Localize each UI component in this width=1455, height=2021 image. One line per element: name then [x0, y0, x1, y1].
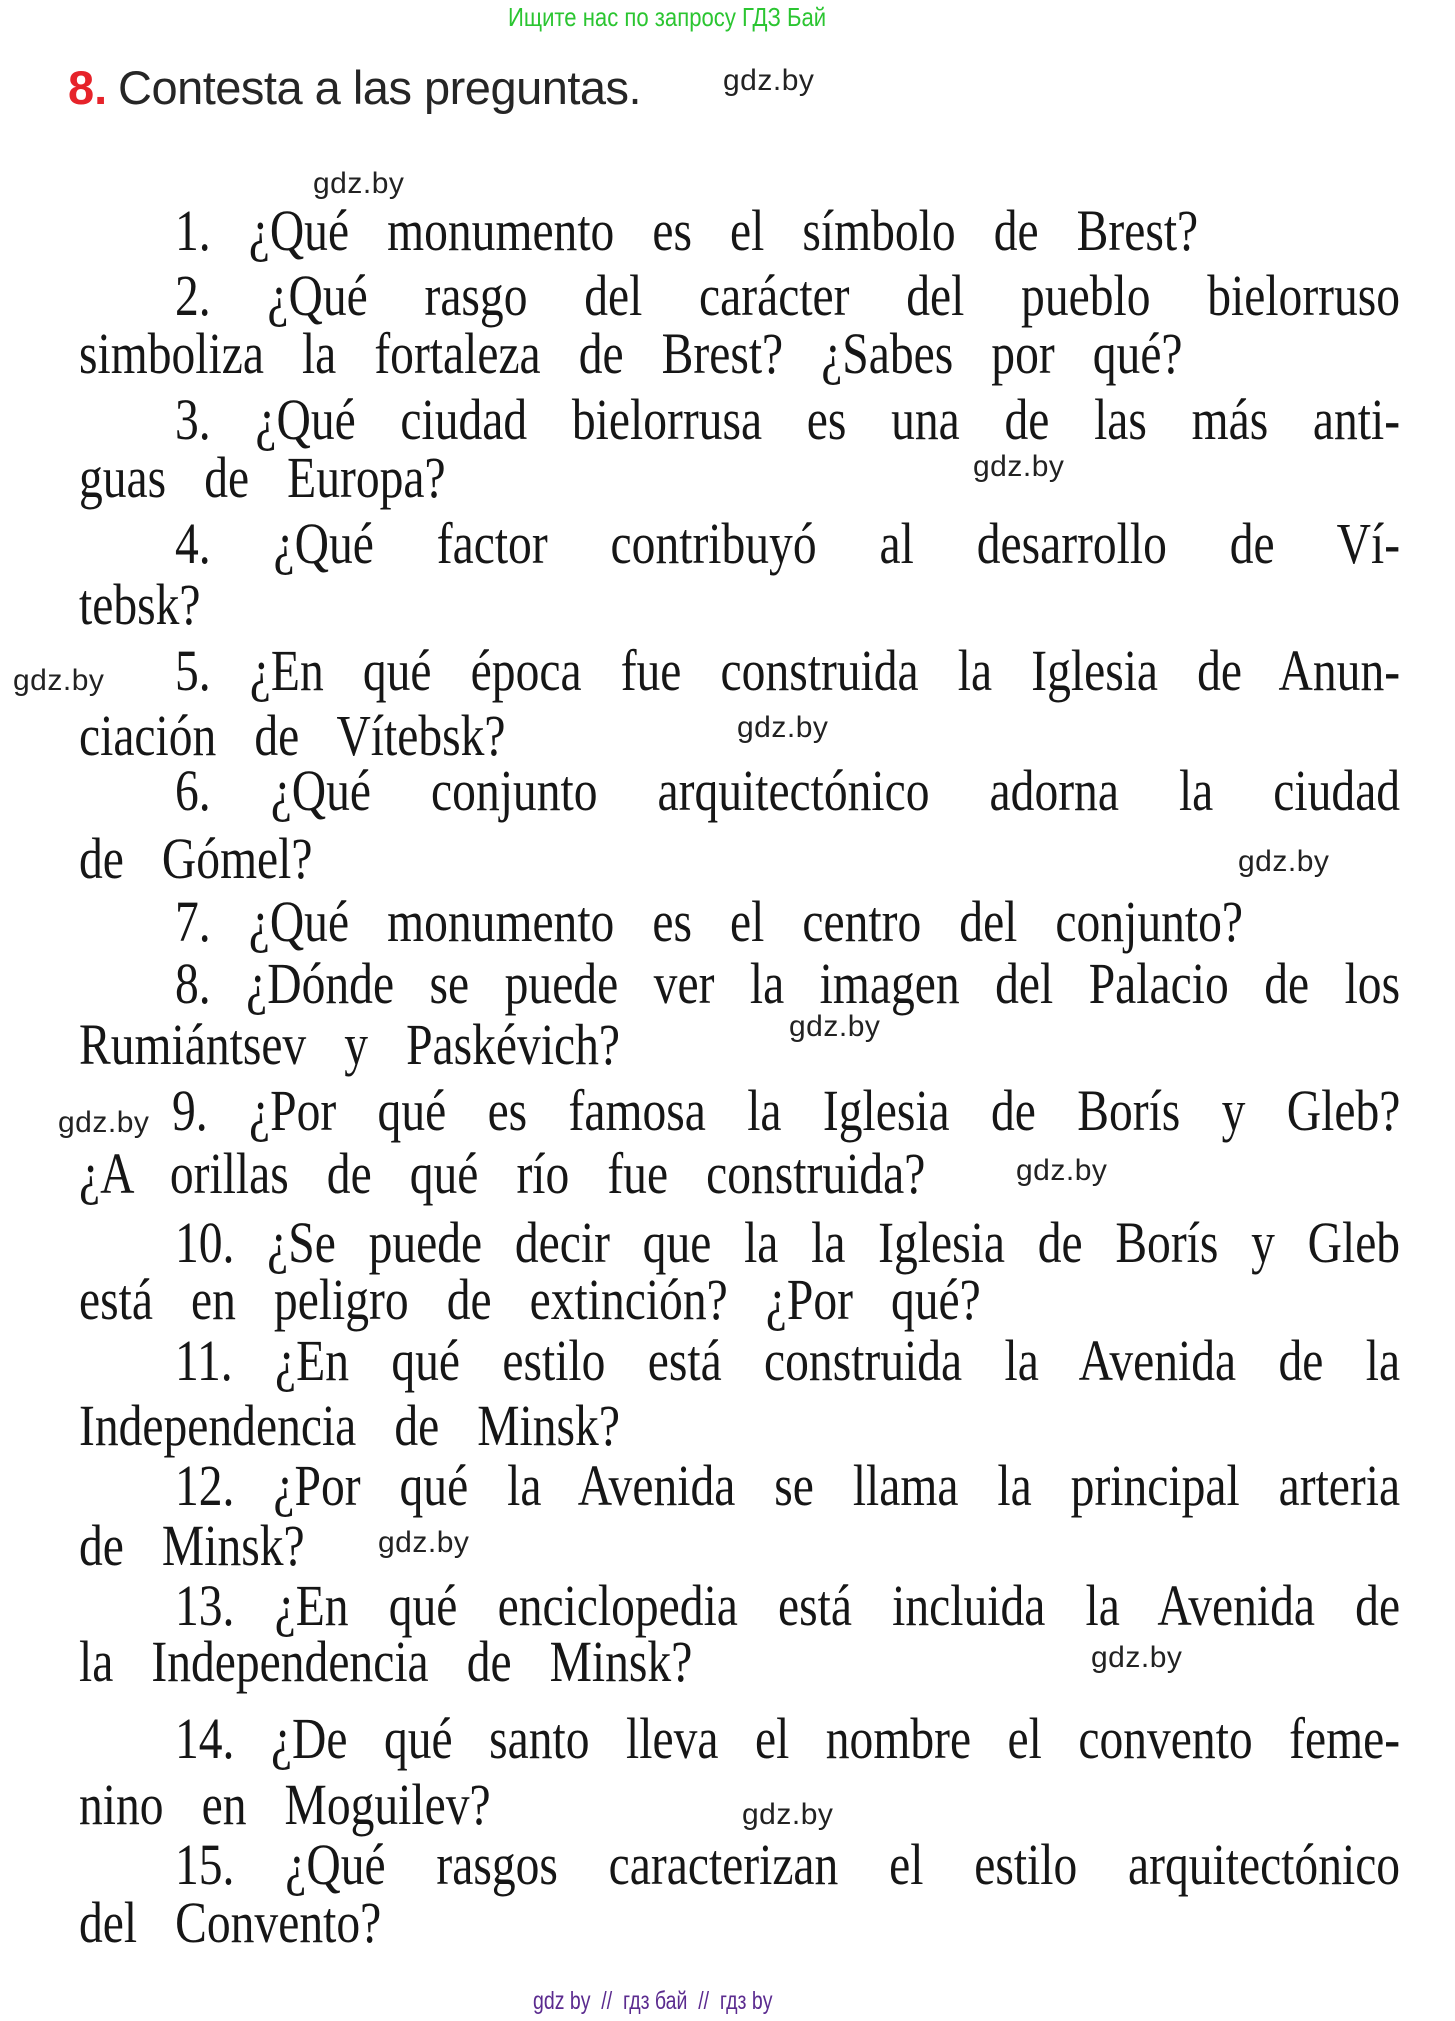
question-line: de Minsk? — [79, 1513, 305, 1578]
gdz-watermark: gdz.by — [378, 1526, 470, 1559]
gdz-watermark: gdz.by — [1016, 1154, 1108, 1187]
question-line: 10. ¿Se puede decir que la la Iglesia de Borís y Gleb — [175, 1210, 1401, 1275]
question-line: de Gómel? — [79, 826, 313, 891]
gdz-watermark: gdz.by — [742, 1798, 834, 1831]
gdz-watermark: gdz.by — [737, 711, 829, 744]
gdz-watermark: gdz.by — [58, 1106, 150, 1139]
exercise-instruction: Contesta a las preguntas. — [118, 61, 642, 114]
question-line: ciación de Vítebsk? — [79, 703, 506, 768]
question-line: 14. ¿De qué santo lleva el nombre el convento feme- — [175, 1706, 1401, 1771]
promo-banner: Ищите нас по запросу ГДЗ Бай — [508, 2, 827, 32]
question-line: 5. ¿En qué época fue construida la Iglesia de Anun- — [175, 638, 1401, 703]
gdz-watermark: gdz.by — [313, 167, 405, 200]
gdz-watermark: gdz.by — [789, 1010, 881, 1043]
question-line: 11. ¿En qué estilo está construida la Avenida de la — [175, 1328, 1401, 1393]
question-line: 8. ¿Dónde se puede ver la imagen del Palacio de los — [175, 951, 1401, 1016]
gdz-watermark: gdz.by — [973, 450, 1065, 483]
question-line: 15. ¿Qué rasgos caracterizan el estilo arquitectónico — [175, 1832, 1401, 1897]
footer-banner: gdz by // гдз бай // гдз by — [533, 1987, 773, 2015]
gdz-watermark: gdz.by — [723, 64, 815, 97]
gdz-watermark: gdz.by — [13, 664, 105, 697]
question-line: Rumiántsev y Paskévich? — [79, 1012, 621, 1077]
question-line: la Independencia de Minsk? — [79, 1629, 693, 1694]
question-line: 2. ¿Qué rasgo del carácter del pueblo bielorruso — [175, 263, 1401, 328]
question-line: 1. ¿Qué monumento es el símbolo de Brest? — [175, 198, 1199, 263]
question-line: 7. ¿Qué monumento es el centro del conjunto? — [175, 889, 1243, 954]
question-line: simboliza la fortaleza de Brest? ¿Sabes por qué? — [79, 321, 1183, 386]
exercise-number: 8. — [68, 61, 108, 114]
question-line: del Convento? — [79, 1890, 382, 1955]
gdz-watermark: gdz.by — [1091, 1641, 1183, 1674]
question-line: 12. ¿Por qué la Avenida se llama la principal arteria — [175, 1453, 1401, 1518]
question-line: 13. ¿En qué enciclopedia está incluida la Avenida de — [175, 1573, 1401, 1638]
gdz-watermark: gdz.by — [1238, 845, 1330, 878]
question-line: está en peligro de extinción? ¿Por qué? — [79, 1267, 981, 1332]
question-line: 4. ¿Qué factor contribuyó al desarrollo de Ví- — [175, 511, 1401, 576]
question-line: guas de Europa? — [79, 445, 446, 510]
question-line: ¿A orillas de qué río fue construida? — [79, 1141, 926, 1206]
question-line: Independencia de Minsk? — [79, 1393, 620, 1458]
question-line: 3. ¿Qué ciudad bielorrusa es una de las más anti- — [175, 387, 1401, 452]
question-line: nino en Moguilev? — [79, 1772, 491, 1837]
question-line: 9. ¿Por qué es famosa la Iglesia de Borís y Gleb? — [172, 1078, 1401, 1143]
question-line: 6. ¿Qué conjunto arquitectónico adorna la ciudad — [175, 758, 1401, 823]
question-line: tebsk? — [79, 572, 201, 637]
